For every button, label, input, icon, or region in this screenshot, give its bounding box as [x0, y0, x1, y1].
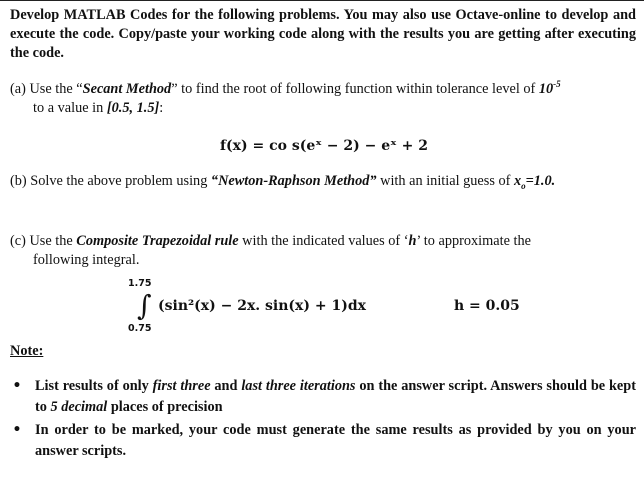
problem-a-prefix: (a) Use the “	[10, 81, 83, 97]
secant-method-label: Secant Method	[82, 81, 172, 97]
problem-c	[10, 232, 636, 270]
integral-sign-icon: ∫	[137, 289, 152, 322]
note-bullet-1-text	[35, 376, 636, 418]
problem-a-mid: ” to find the root of following function within tolerance level of	[171, 81, 539, 97]
top-border-line	[0, 0, 644, 4]
tolerance-exponent: -5	[553, 79, 561, 90]
note-bullet-2-text: In order to be marked, your code must generate the same results as provided by you on your answer scripts.	[35, 422, 636, 459]
problem-c-mid: with the indicated values of ‘	[238, 233, 409, 249]
tolerance-base: 10	[538, 81, 554, 97]
note-bullet-1-first-three: first three	[152, 378, 211, 394]
note-bullet-1-last-three: last three iterations	[241, 378, 356, 394]
problem-c-mid2: ’ to approximate the	[416, 233, 531, 249]
note-bullet-1-part3: and	[210, 378, 242, 394]
trapezoidal-rule-label: Composite Trapezoidal rule	[76, 233, 239, 249]
integrand: (sin²(x) − 2x. sin(x) + 1)dx	[158, 298, 366, 314]
lower-limit: 0.75	[128, 323, 152, 334]
h-variable: h	[408, 233, 417, 249]
problem-a-line1	[10, 80, 636, 99]
initial-guess-value: =1.0.	[525, 173, 556, 189]
initial-guess-var: x	[513, 173, 522, 189]
newton-raphson-label: “Newton-Raphson Method”	[210, 173, 377, 189]
bullet-icon: •	[12, 422, 22, 438]
note-bullet-1	[10, 376, 636, 418]
step-size-h: h = 0.05	[454, 298, 520, 314]
note-heading: Note:	[10, 343, 44, 359]
problem-a-line2-suffix: :	[159, 100, 164, 116]
problem-a-line2	[10, 99, 636, 118]
upper-limit: 1.75	[128, 278, 152, 289]
note-bullet-1-part7: places of precision	[107, 399, 223, 415]
note-bullet-1-part5: on the answer script. Answers should be kept to	[35, 378, 636, 415]
problem-b-mid: with an initial guess of	[376, 173, 514, 189]
problem-c-prefix: (c) Use the	[10, 233, 77, 249]
problem-b	[10, 172, 636, 191]
function-equation: f(x) = co s(eˣ − 2) − eˣ + 2	[220, 138, 428, 154]
bullet-icon: •	[12, 378, 22, 394]
note-bullet-1-decimal: 5 decimal	[50, 399, 108, 415]
interval-value: [0.5, 1.5]	[106, 100, 160, 116]
note-bullet-1-part1: List results of only	[35, 378, 153, 394]
instructions-header: Develop MATLAB Codes for the following problems. You may also use Octave-online to develop and execute the code. Copy/paste your working code along with the results you are getting after executing the code.	[10, 7, 636, 61]
problem-a	[10, 80, 636, 118]
problem-b-prefix: (b) Solve the above problem using	[10, 173, 211, 189]
problem-c-line2: following integral.	[33, 252, 140, 268]
problem-c-line1	[10, 232, 636, 251]
initial-guess-subscript: o	[521, 180, 526, 191]
problem-a-line2-prefix: to a value in	[33, 100, 107, 116]
note-bullet-2	[10, 420, 636, 462]
